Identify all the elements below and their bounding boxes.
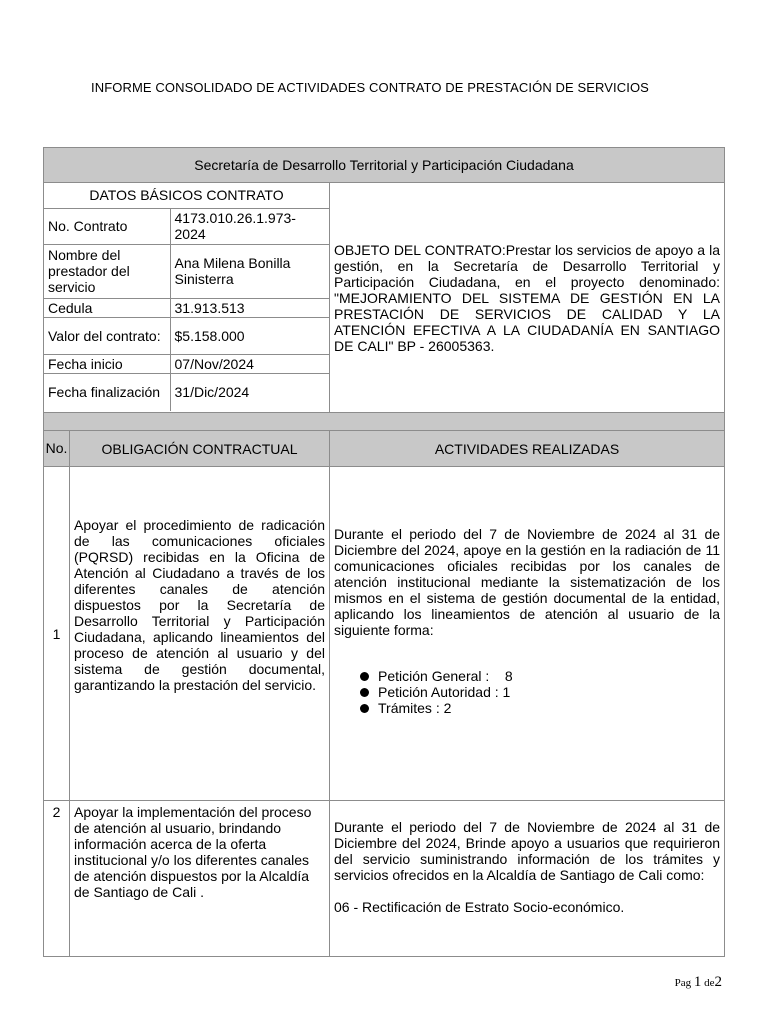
objeto-contrato: OBJETO DEL CONTRATO:Prestar los servicios de apoyo a la gestión, en la Secretaría de Desarrollo Territorial y Participación Ciudadana, en el proyecto denominado: "MEJORAMIENTO DEL SISTEMA DE GESTIÓN EN LA PRESTACIÓN DE SERVICIOS DE CALIDAD Y LA ATENCIÓN EFECTIVA A LA CIUDADANÍA EN SANTIAGO DE CALI" BP - 26005363.: [330, 183, 725, 413]
field-value: 07/Nov/2024: [170, 354, 329, 373]
row-1-actividad: Durante el periodo del 7 de Noviembre de 2024 al 31 de Diciembre del 2024, apoye en la gestión en la radiación de 11 comunicaciones oficiales recibidas por los canales de atención institucional mediante la sistematización de los mismos en el sistema de gestión documental de la entidad, aplicando los lineamientos de atención al usuario de la siguiente forma:: [334, 526, 721, 638]
total-pages: 2: [714, 974, 722, 990]
field-label: Valor del contrato:: [44, 317, 170, 354]
secretaria-header: Secretaría de Desarrollo Territorial y Participación Ciudadana: [44, 148, 725, 183]
row-2-obligacion: Apoyar la implementación del proceso de atención al usuario, brindando información acerca de la oferta institucional y/o los diferentes canales de atención dispuestos por la Alcaldía de Santiago de Cali .: [70, 801, 330, 957]
field-label: Fecha inicio: [44, 354, 170, 373]
list-item: Petición General : 8: [360, 668, 720, 684]
field-label: Nombre del prestador del servicio: [44, 244, 170, 298]
datos-basicos-header: DATOS BÁSICOS CONTRATO: [44, 183, 329, 208]
row-1-items: [360, 668, 720, 716]
field-label: Fecha finalización: [44, 373, 170, 411]
row-1-obligacion: Apoyar el procedimiento de radicación de las comunicaciones oficiales (PQRSD) recibidas en la Oficina de Atención al Ciudadano a través de los diferentes canales de atención dispuestos por la Secretaría de Desarrollo Territorial y Participación Ciudadana, aplicando lineamientos del proceso de atención al usuario y del sistema de gestión documental, garantizando la prestación del servicio.: [70, 467, 330, 801]
current-page: 1: [693, 974, 702, 990]
field-value: 31/Dic/2024: [170, 373, 329, 411]
row-2-actividad-cell: [330, 801, 725, 957]
header-obligacion: OBLIGACIÓN CONTRACTUAL: [70, 431, 330, 467]
page-label: Pag: [674, 977, 692, 989]
row-1-number: 1: [44, 467, 70, 801]
field-value: Ana Milena Bonilla Sinisterra: [170, 244, 329, 298]
field-value: 4173.010.26.1.973-2024: [170, 208, 329, 244]
row-2-number: 2: [44, 801, 70, 957]
page-indicator: [675, 974, 722, 991]
field-label: Cedula: [44, 298, 170, 317]
header-no: No.: [44, 431, 70, 467]
field-value: $5.158.000: [170, 317, 329, 354]
separator-row: [44, 413, 725, 431]
row-2-extra: 06 - Rectificación de Estrato Socio-económico.: [334, 899, 625, 915]
datos-basicos-cell: [44, 183, 330, 413]
list-item: Petición Autoridad : 1: [360, 684, 720, 700]
row-2-actividad: Durante el periodo del 7 de Noviembre de 2024 al 31 de Diciembre del 2024, Brinde apoyo a usuarios que requirieron del servicio suministrando información de los trámites y servicios ofrecidos en la Alcaldía de Santiago de Cali como:: [334, 819, 721, 883]
row-1-actividad-cell: [330, 467, 725, 801]
field-value: 31.913.513: [170, 298, 329, 317]
page-de-label: de: [704, 977, 715, 989]
list-item: Trámites : 2: [360, 700, 720, 716]
document-title: INFORME CONSOLIDADO DE ACTIVIDADES CONTRATO DE PRESTACIÓN DE SERVICIOS: [91, 80, 649, 95]
datos-basicos-table: [44, 183, 329, 411]
header-actividades: ACTIVIDADES REALIZADAS: [330, 431, 725, 467]
field-label: No. Contrato: [44, 208, 170, 244]
contract-report-table: [43, 147, 725, 957]
